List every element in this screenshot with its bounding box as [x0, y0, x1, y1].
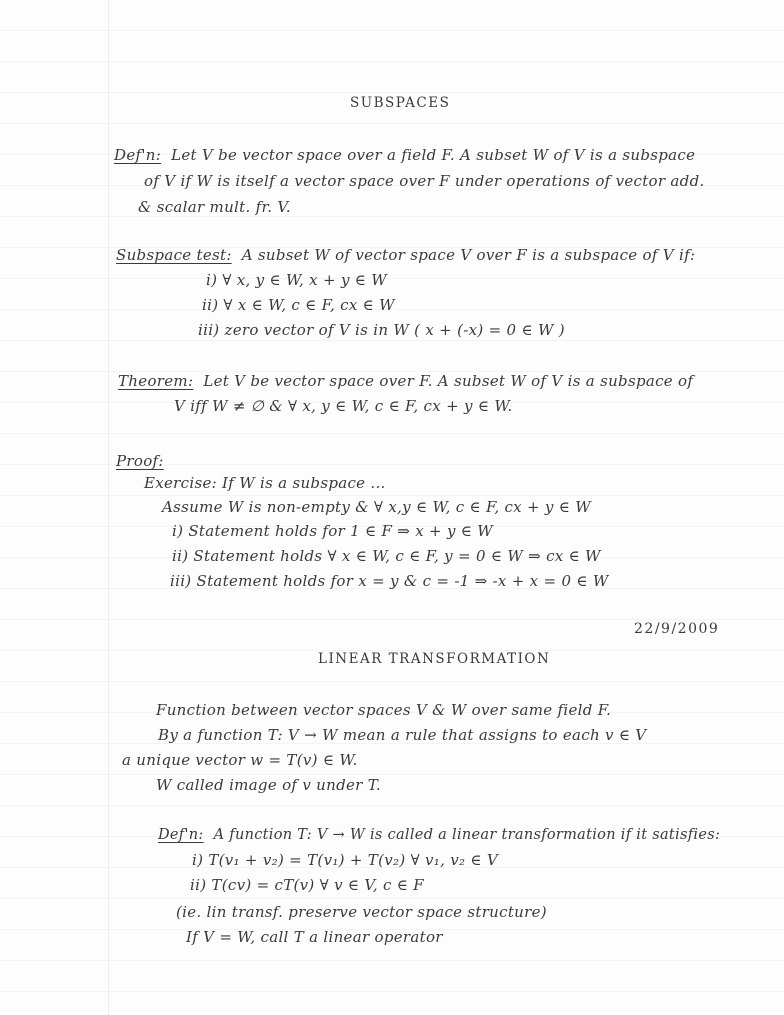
definition-text-3: & scalar mult. fr. V. [138, 198, 291, 216]
theorem-line-1 [118, 372, 693, 390]
intro-line-2: By a function T: V → W mean a rule that assigns to each v ∈ V [158, 726, 647, 744]
proof-line-2: Assume W is non-empty & ∀ x,y ∈ W, c ∈ F, cx + y ∈ W [162, 498, 591, 516]
definition-line-1 [114, 146, 695, 164]
subspace-test-line [116, 246, 695, 264]
proof-line-5: iii) Statement holds for x = y & c = -1 ⇒ -x + x = 0 ∈ W [170, 572, 609, 590]
proof-line-1: Exercise: If W is a subspace ... [144, 474, 386, 492]
note-line-2: If V = W, call T a linear operator [186, 928, 443, 946]
proof-line-4: ii) Statement holds ∀ x ∈ W, c ∈ F, y = 0 ∈ W ⇒ cx ∈ W [172, 547, 601, 565]
subspace-test-item-2: ii) ∀ x ∈ W, c ∈ F, cx ∈ W [202, 296, 395, 314]
intro-line-4: W called image of v under T. [156, 776, 381, 794]
subspace-test-intro: A subset W of vector space V over F is a subspace of V if: [241, 246, 696, 264]
theorem-label: Theorem: [118, 372, 194, 390]
intro-line-1: Function between vector spaces V & W over same field F. [156, 701, 612, 719]
definition-text-1: Let V be vector space over a field F. A subset W of V is a subspace [171, 146, 696, 164]
section-title-subspaces: SUBSPACES [350, 95, 451, 111]
lt-definition-intro: A function T: V → W is called a linear transformation if it satisfies: [213, 827, 721, 843]
subspace-test-item-1: i) ∀ x, y ∈ W, x + y ∈ W [206, 271, 387, 289]
theorem-text-2: V iff W ≠ ∅ & ∀ x, y ∈ W, c ∈ F, cx + y ∈ W. [174, 397, 513, 415]
definition-text-2: of V if W is itself a vector space over F under operations of vector add. [144, 172, 705, 190]
note-line-1: (ie. lin transf. preserve vector space structure) [176, 903, 547, 921]
section-title-linear-transformation: LINEAR TRANSFORMATION [318, 651, 551, 667]
intro-line-3: a unique vector w = T(v) ∈ W. [122, 751, 358, 769]
margin-line [108, 0, 109, 1015]
lt-definition-line [158, 826, 720, 844]
definition-label: Def'n: [114, 146, 162, 164]
theorem-text-1: Let V be vector space over F. A subset W of V is a subspace of [203, 372, 694, 390]
subspace-test-item-3: iii) zero vector of V is in W ( x + (-x) = 0 ∈ W ) [198, 321, 565, 339]
lt-definition-item-2: ii) T(cv) = cT(v) ∀ v ∈ V, c ∈ F [190, 876, 424, 894]
proof-label: Proof: [116, 452, 164, 470]
lt-definition-item-1: i) T(v₁ + v₂) = T(v₁) + T(v₂) ∀ v₁, v₂ ∈ V [192, 851, 498, 869]
subspace-test-label: Subspace test: [116, 246, 232, 264]
lt-definition-label: Def'n: [158, 827, 204, 843]
date-label: 22/9/2009 [634, 621, 720, 637]
proof-line-3: i) Statement holds for 1 ∈ F ⇒ x + y ∈ W [172, 522, 493, 540]
